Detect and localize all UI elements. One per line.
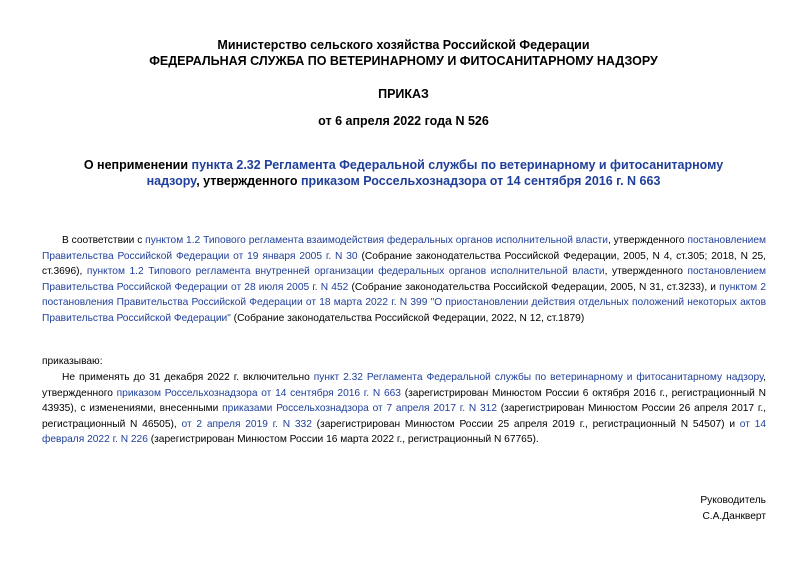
preamble-text-4: , утвержденного [604, 266, 688, 277]
document-type: ПРИКАЗ [378, 87, 429, 101]
link-government-decree-399[interactable]: пунктом 2 постановления Правительства Российской Федерации от 18 марта 2022 г. N 399 "О приостановлении действия отдельных положений некоторых актов Правительства Российской Федерации" [42, 281, 767, 324]
ministry-name: Министерство сельского хозяйства Российской Федерации [217, 38, 590, 52]
link-regulation-item-2-32[interactable]: пункт 2.32 Регламента Федеральной службы по ветеринарному и фитосанитарному надзору [313, 372, 764, 383]
service-name: ФЕДЕРАЛЬНАЯ СЛУЖБА ПО ВЕТЕРИНАРНОМУ И ФИТОСАНИТАРНОМУ НАДЗОРУ [149, 54, 658, 68]
operative-text-3: (зарегистрирован Минюстом России 6 октября 2016 г., регистрационный N 43935), с изменениями, внесенными [42, 387, 766, 414]
subject-text-2: , утвержденного [196, 174, 301, 188]
signatory-name: С.А.Данкверт [702, 510, 766, 522]
operative-text-4: (зарегистрирован Минюстом России 26 апреля 2017 г., регистрационный N 46505), [42, 403, 767, 430]
preamble-text-6: (Собрание законодательства Российской Федерации, 2022, N 12, ст.1879) [230, 312, 585, 324]
preamble-text-3: (Собрание законодательства Российской Федерации, 2005, N 4, ст.305; 2018, N 25, ст.3696), [42, 250, 766, 277]
preamble-text-1: В соответствии с [62, 235, 146, 246]
link-typical-regulation-interaction[interactable]: пунктом 1.2 Типового регламента взаимодействия федеральных органов исполнительной власти [145, 235, 608, 246]
preamble-text-2: , утвержденного [608, 235, 688, 246]
operative-paragraph [42, 370, 766, 448]
subject-link-order[interactable]: приказом Россельхознадзора от 14 сентября 2016 г. N 663 [300, 174, 661, 188]
link-government-decree-30[interactable]: постановлением Правительства Российской Федерации от 19 января 2005 г. N 30 [42, 235, 766, 262]
document-subject [60, 157, 747, 189]
operative-text-2: , утвержденного [42, 372, 766, 399]
signature-block [700, 493, 766, 524]
operative-text-6: (зарегистрирован Минюстом России 16 марта 2022 г., регистрационный N 67765). [147, 434, 539, 445]
signatory-title: Руководитель [700, 495, 766, 506]
document-date-number: от 6 апреля 2022 года N 526 [318, 114, 489, 128]
link-typical-regulation-internal[interactable]: пунктом 1.2 Типового регламента внутренней организации федеральных органов исполнительной власти [86, 266, 605, 277]
link-order-663[interactable]: приказом Россельхознадзора от 14 сентября 2016 г. N 663 [116, 387, 401, 399]
link-government-decree-452[interactable]: постановлением Правительства Российской Федерации от 28 июля 2005 г. N 452 [42, 266, 766, 293]
link-order-332[interactable]: от 2 апреля 2019 г. N 332 [181, 418, 312, 430]
preamble-text-5: (Собрание законодательства Российской Федерации, 2005, N 31, ст.3233), и [348, 281, 720, 293]
operative-text-5: (зарегистрирован Минюстом России 25 апреля 2019 г., регистрационный N 54507) и [311, 418, 740, 430]
link-order-226[interactable]: от 14 февраля 2022 г. N 226 [42, 418, 766, 445]
order-word: приказываю: [42, 356, 103, 367]
link-order-312[interactable]: приказами Россельхознадзора от 7 апреля 2017 г. N 312 [222, 403, 497, 414]
preamble-paragraph [42, 233, 766, 326]
subject-link-regulation-item[interactable]: пункта 2.32 Регламента Федеральной службы по ветеринарному и фитосанитарному надзору [146, 158, 724, 188]
subject-text-1: О неприменении [83, 158, 192, 172]
operative-text-1: Не применять до 31 декабря 2022 г. включительно [62, 372, 314, 383]
